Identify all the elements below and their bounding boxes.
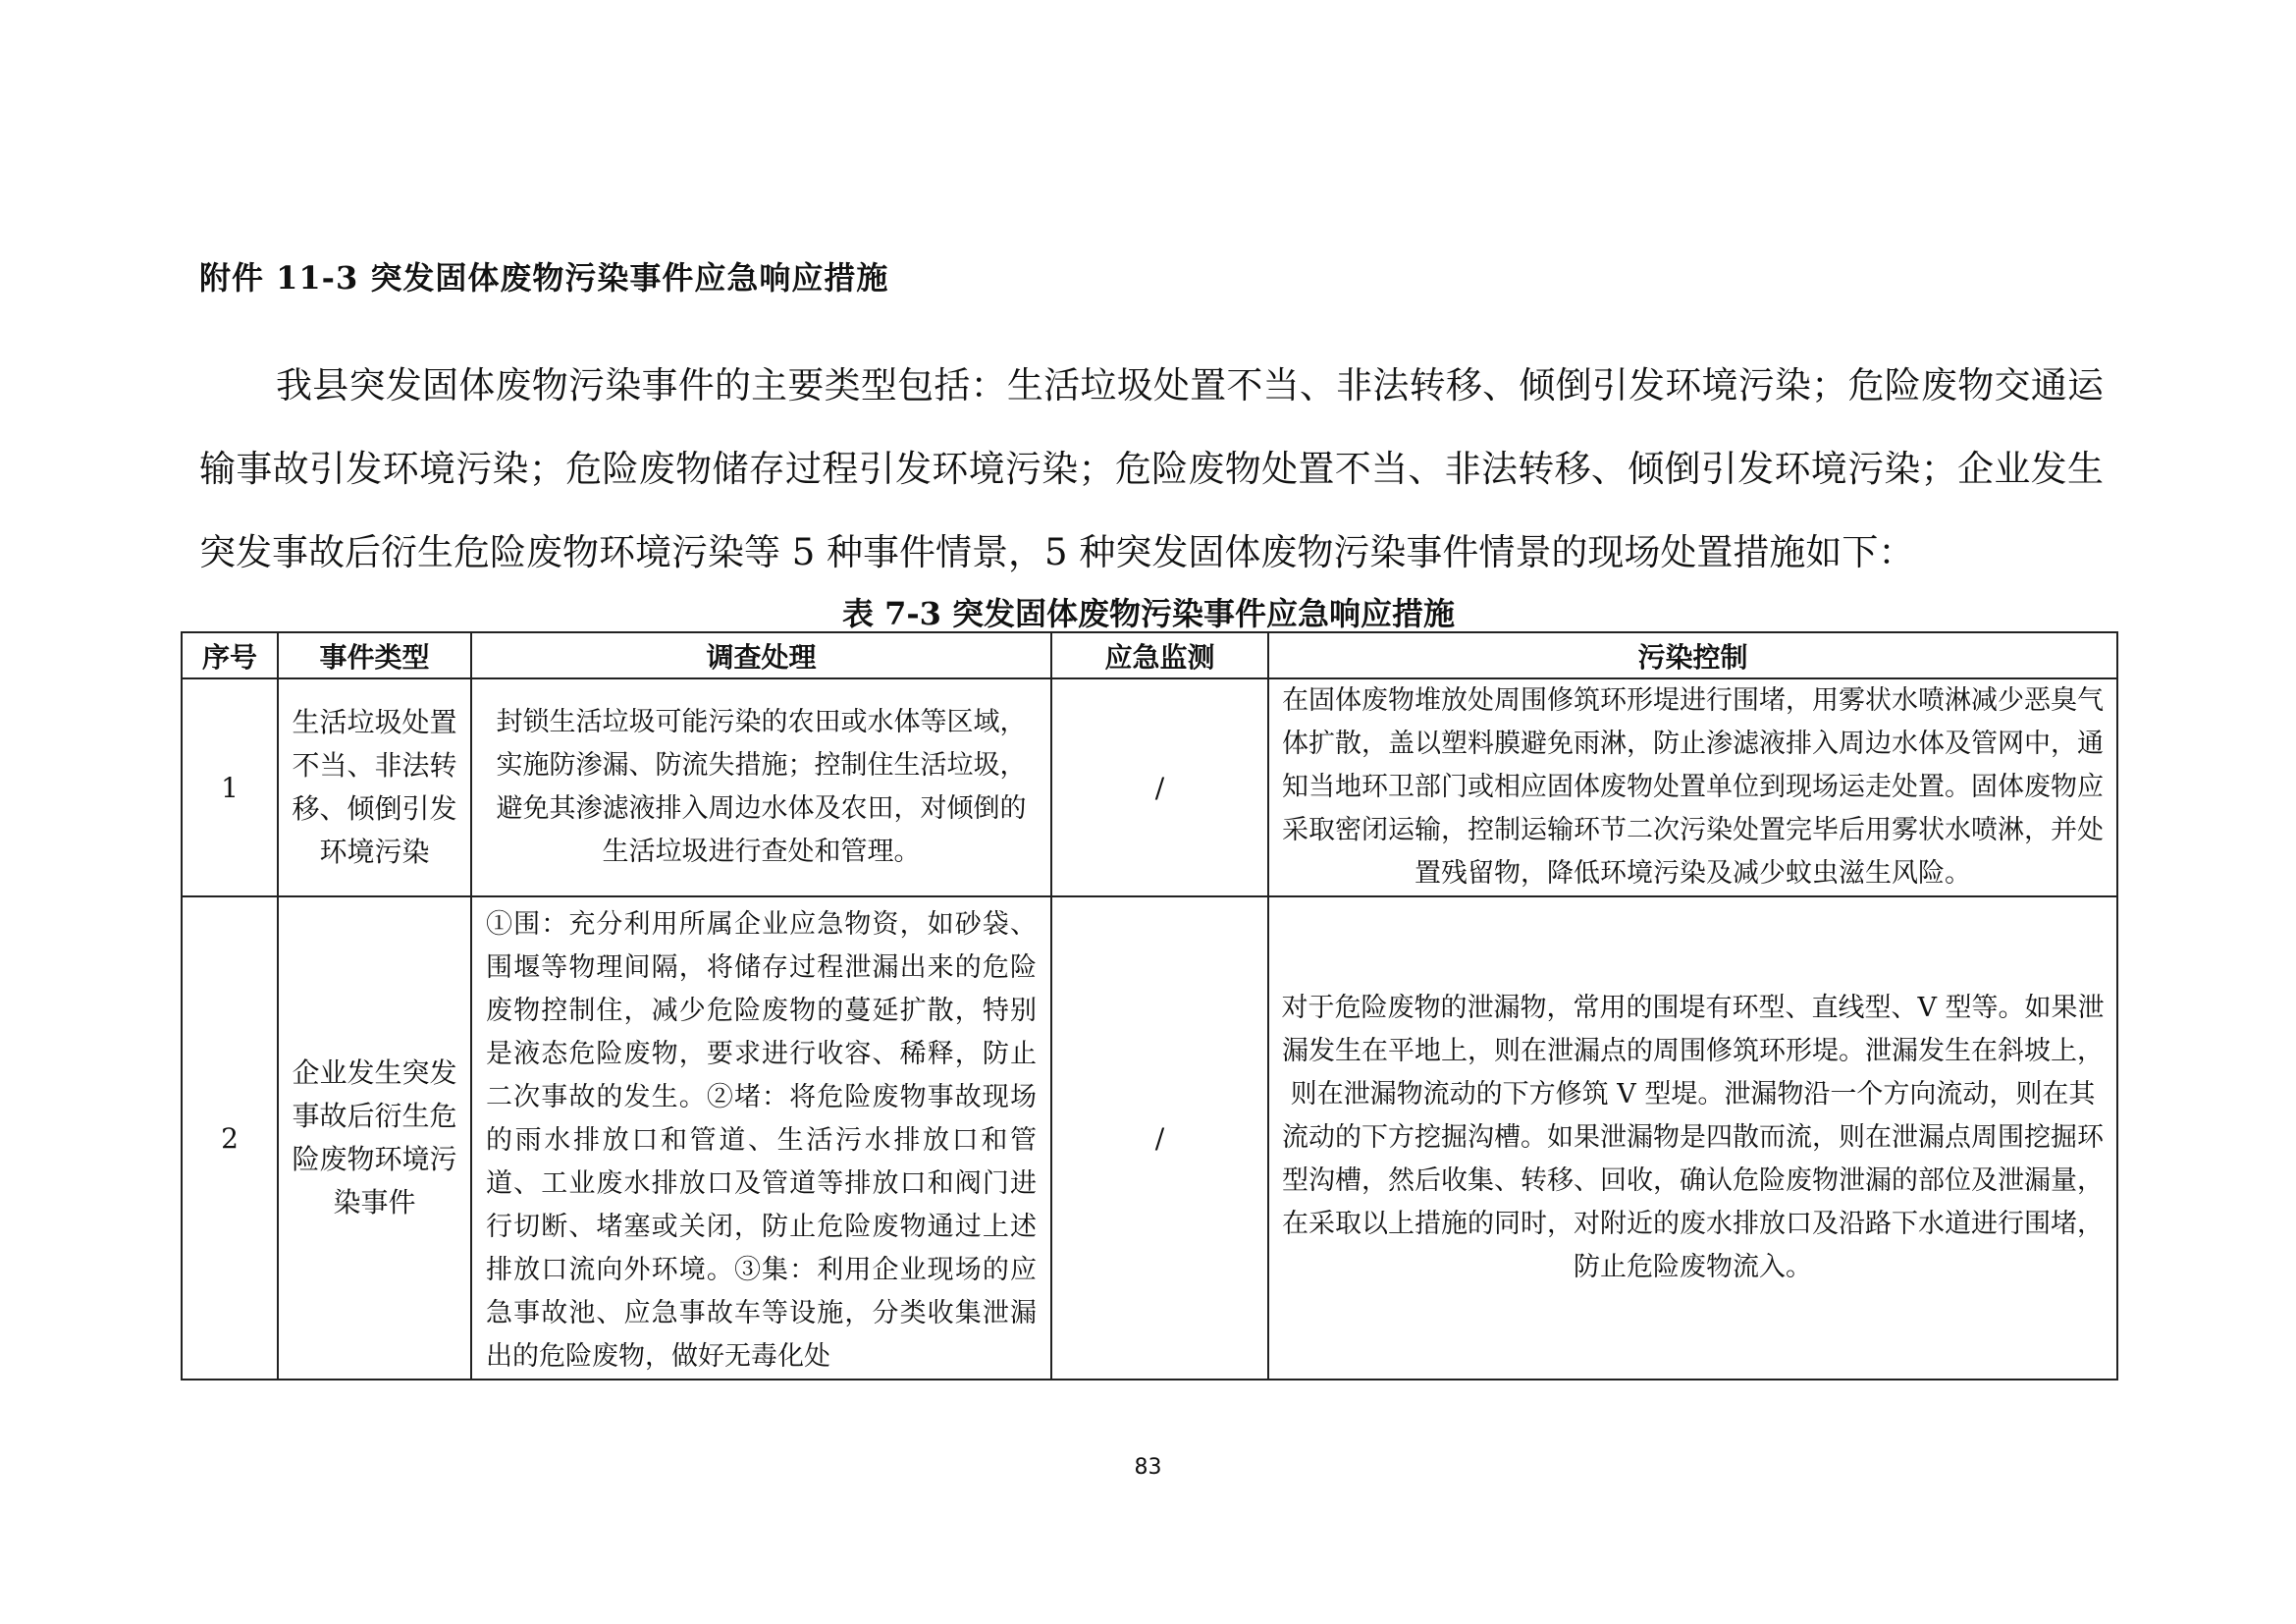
page-number: 83 (1134, 1455, 1162, 1480)
header-event-type: 事件类型 (278, 632, 471, 678)
response-measures-table (181, 631, 2118, 1380)
intro-paragraph: 我县突发固体废物污染事件的主要类型包括：生活垃圾处置不当、非法转移、倾倒引发环境污染；危险废物交通运输事故引发环境污染；危险废物储存过程引发环境污染；危险废物处置不当、非法转移、倾倒引发环境污染；企业发生突发事故后衍生危险废物环境污染等 5 种事件情景，5 种突发固体废物污染事件情景的现场处置措施如下： (199, 364, 2104, 573)
header-investigation: 调查处理 (471, 632, 1051, 678)
table-title: 表 7-3 突发固体废物污染事件应急响应措施 (841, 595, 1456, 632)
table-row (182, 896, 2117, 1380)
header-pollution-control: 污染控制 (1268, 632, 2117, 678)
header-monitoring: 应急监测 (1051, 632, 1268, 678)
cell-investigation: 封锁生活垃圾可能污染的农田或水体等区域，实施防渗漏、防流失措施；控制住生活垃圾，避免其渗滤液排入周边水体及农田，对倾倒的生活垃圾进行查处和管理。 (471, 678, 1051, 896)
cell-pollution-control: 在固体废物堆放处周围修筑环形堤进行围堵，用雾状水喷淋减少恶臭气体扩散，盖以塑料膜避免雨淋，防止渗滤液排入周边水体及管网中，通知当地环卫部门或相应固体废物处置单位到现场运走处置。固体废物应采取密闭运输，控制运输环节二次污染处置完毕后用雾状水喷淋，并处置残留物，降低环境污染及减少蚊虫滋生风险。 (1268, 678, 2117, 896)
cell-monitoring: / (1051, 896, 1268, 1380)
header-index: 序号 (182, 632, 278, 678)
cell-event-type: 企业发生突发事故后衍生危险废物环境污染事件 (278, 896, 471, 1380)
cell-pollution-control: 对于危险废物的泄漏物，常用的围堤有环型、直线型、V 型等。如果泄漏发生在平地上，则在泄漏点的周围修筑环形堤。泄漏发生在斜坡上，则在泄漏物流动的下方修筑 V 型堤。泄漏物沿一个方向流动，则在其流动的下方挖掘沟槽。如果泄漏物是四散而流，则在泄漏点周围挖掘环型沟槽，然后收集、转移、回收，确认危险废物泄漏的部位及泄漏量，在采取以上措施的同时，对附近的废水排放口及沿路下水道进行围堵，防止危险废物流入。 (1268, 896, 2117, 1380)
cell-investigation: ①围：充分利用所属企业应急物资，如砂袋、围堰等物理间隔，将储存过程泄漏出来的危险废物控制住，减少危险废物的蔓延扩散，特别是液态危险废物，要求进行收容、稀释，防止二次事故的发生。②堵：将危险废物事故现场的雨水排放口和管道、生活污水排放口和管道、工业废水排放口及管道等排放口和阀门进行切断、堵塞或关闭，防止危险废物通过上述排放口流向外环境。③集：利用企业现场的应急事故池、应急事故车等设施，分类收集泄漏出的危险废物，做好无毒化处 (471, 896, 1051, 1380)
table-row (182, 678, 2117, 896)
cell-monitoring: / (1051, 678, 1268, 896)
cell-index: 2 (182, 896, 278, 1380)
table-header-row (182, 632, 2117, 678)
attachment-heading: 附件 11-3 突发固体废物污染事件应急响应措施 (199, 259, 889, 297)
cell-event-type: 生活垃圾处置不当、非法转移、倾倒引发环境污染 (278, 678, 471, 896)
cell-index: 1 (182, 678, 278, 896)
